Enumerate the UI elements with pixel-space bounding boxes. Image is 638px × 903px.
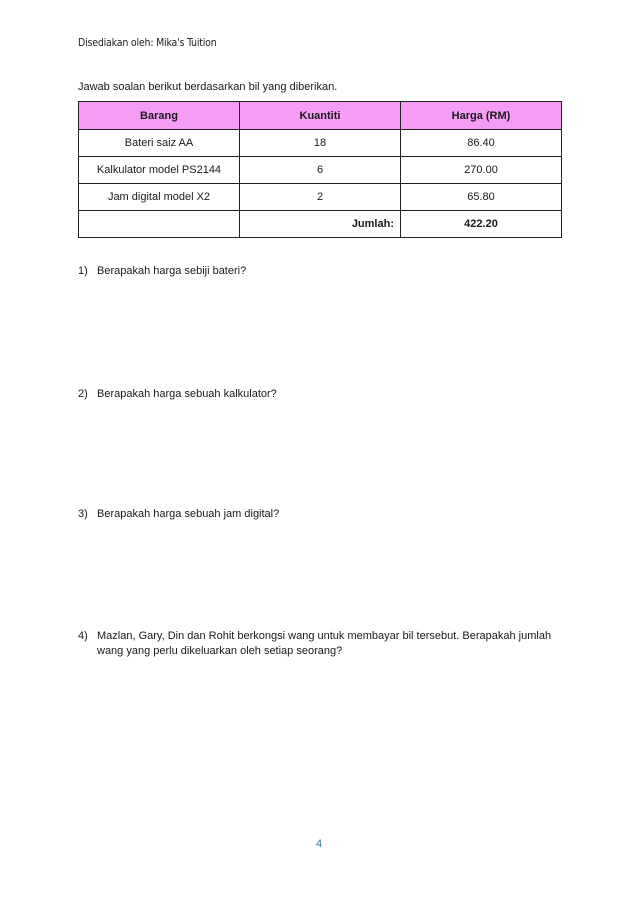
table-row	[79, 157, 562, 184]
cell-quantity: 18	[240, 130, 401, 157]
total-label: Jumlah:	[240, 211, 401, 238]
column-header-price: Harga (RM)	[401, 102, 562, 130]
column-header-quantity: Kuantiti	[240, 102, 401, 130]
question-text: Berapakah harga sebuah kalkulator?	[97, 388, 277, 400]
table-row	[79, 184, 562, 211]
cell-item: Kalkulator model PS2144	[79, 157, 240, 184]
cell-quantity: 6	[240, 157, 401, 184]
bill-table	[78, 101, 562, 238]
question-number: 1)	[78, 265, 88, 277]
page-number: 4	[315, 838, 323, 850]
cell-price: 86.40	[401, 130, 562, 157]
question-2	[78, 387, 558, 402]
question-text: Berapakah harga sebiji bateri?	[97, 265, 247, 277]
question-number: 2)	[78, 388, 88, 400]
question-text: Berapakah harga sebuah jam digital?	[97, 508, 280, 520]
question-number: 3)	[78, 508, 88, 520]
question-3	[78, 507, 558, 522]
page-header: Disediakan oleh: Mika's Tuition	[78, 37, 217, 49]
cell-price: 65.80	[401, 184, 562, 211]
question-1	[78, 264, 558, 279]
question-text: Mazlan, Gary, Din dan Rohit berkongsi wang untuk membayar bil tersebut. Berapakah jumlah wang yang perlu dikeluarkan oleh setiap seorang?	[97, 630, 552, 657]
table-header-row	[79, 102, 562, 130]
total-value: 422.20	[401, 211, 562, 238]
instruction-text: Jawab soalan berikut berdasarkan bil yang diberikan.	[78, 81, 338, 93]
column-header-item: Barang	[79, 102, 240, 130]
question-4	[78, 629, 558, 659]
table-total-row	[79, 211, 562, 238]
table-row	[79, 130, 562, 157]
cell-quantity: 2	[240, 184, 401, 211]
cell-item: Bateri saiz AA	[79, 130, 240, 157]
cell-price: 270.00	[401, 157, 562, 184]
question-number: 4)	[78, 630, 88, 642]
cell-item: Jam digital model X2	[79, 184, 240, 211]
cell-empty	[79, 211, 240, 238]
